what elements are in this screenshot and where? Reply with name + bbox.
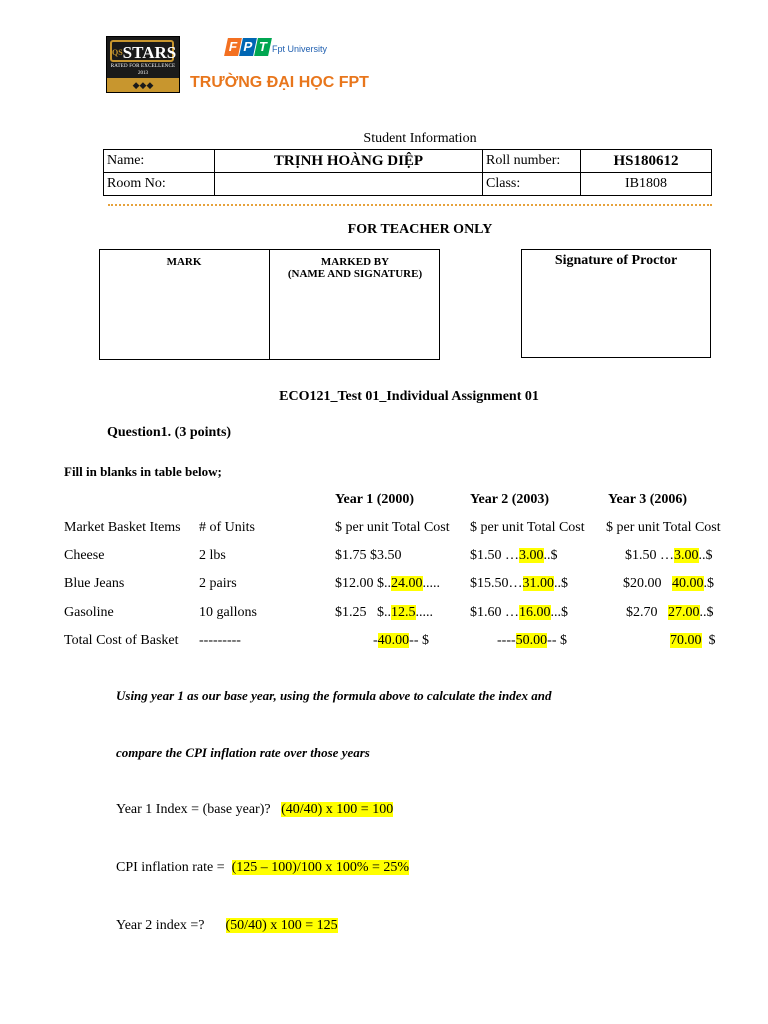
class-value: IB1808 xyxy=(581,173,712,196)
row-item: Gasoline xyxy=(64,605,114,620)
fpt-letter-f: F xyxy=(224,38,242,56)
total-y1 xyxy=(373,633,429,649)
row-y1 xyxy=(335,548,402,564)
fpt-letter-t: T xyxy=(254,38,272,56)
row-units: 2 pairs xyxy=(199,576,237,591)
answer-label: CPI inflation rate = xyxy=(116,860,232,875)
y3-pre: $20.00 xyxy=(623,576,672,591)
row-y1 xyxy=(335,576,440,592)
row-units: 10 gallons xyxy=(199,605,257,620)
school-name: TRƯỜNG ĐẠI HỌC FPT xyxy=(190,74,369,91)
y2-answer: 16.00 xyxy=(519,605,551,620)
row-item: Blue Jeans xyxy=(64,576,125,591)
total-y1-answer: 40.00 xyxy=(377,633,410,648)
row-y1 xyxy=(335,605,433,621)
y2-answer: 31.00 xyxy=(522,576,554,591)
room-value xyxy=(215,173,483,196)
stars-top-text: QS xyxy=(112,48,123,57)
fpt-logo xyxy=(226,38,328,56)
y1-pre: $12.00 $.. xyxy=(335,576,391,591)
marked-by-line2: (NAME AND SIGNATURE) xyxy=(287,268,423,280)
marked-by-line1: MARKED BY xyxy=(320,256,390,268)
total-units: --------- xyxy=(199,633,241,648)
y2-pre: $1.50 … xyxy=(470,548,519,563)
y1-post: ..... xyxy=(422,576,440,591)
y3-post: ..$ xyxy=(698,548,713,563)
stars-word: STARS xyxy=(122,43,177,62)
proctor-signature-label: Signature of Proctor xyxy=(554,253,678,268)
instruction: Fill in blanks in table below; xyxy=(64,464,222,479)
y1-pre: $1.25 $.. xyxy=(335,605,391,620)
name-value: TRỊNH HOÀNG DIỆP xyxy=(215,150,483,173)
answer-value: (125 – 100)/100 x 100% = 25% xyxy=(231,860,410,875)
answer-value: (50/40) x 100 = 125 xyxy=(225,918,338,933)
answer-year2-index xyxy=(116,918,338,934)
student-info-table xyxy=(103,149,712,196)
student-info-title: Student Information xyxy=(363,131,477,146)
class-label: Class: xyxy=(483,173,581,196)
row-y3 xyxy=(626,605,714,621)
col-cost-y3: $ per unit Total Cost xyxy=(606,520,721,535)
total-y3-post: $ xyxy=(701,633,716,648)
year1-header: Year 1 (2000) xyxy=(335,492,415,507)
y1-answer: 24.00 xyxy=(391,576,423,591)
y2-post: ..$ xyxy=(543,548,558,563)
y3-pre: $1.50 … xyxy=(625,548,674,563)
col-cost-y2: $ per unit Total Cost xyxy=(470,520,585,535)
stars-marks: ◆◆◆ xyxy=(107,78,179,92)
year2-header: Year 2 (2003) xyxy=(470,492,550,507)
y2-answer: 3.00 xyxy=(519,548,544,563)
question-title: Question1. (3 points) xyxy=(107,425,232,440)
qs-stars-logo xyxy=(106,36,180,93)
y2-pre: $15.50… xyxy=(470,576,523,591)
dotted-divider xyxy=(108,204,712,206)
assignment-title: ECO121_Test 01_Individual Assignment 01 xyxy=(279,389,539,404)
answer-year1-index xyxy=(116,802,393,818)
total-y2-post: -- $ xyxy=(547,633,567,648)
fpt-letter-p: P xyxy=(239,38,257,56)
row-y2 xyxy=(470,548,558,564)
answer-value: (40/40) x 100 = 100 xyxy=(281,802,394,817)
y3-post: .$ xyxy=(703,576,714,591)
total-y1-post: -- $ xyxy=(409,633,429,648)
row-units: 2 lbs xyxy=(199,548,226,563)
row-y2 xyxy=(470,576,568,592)
row-y3 xyxy=(623,576,714,592)
prompt-line1: Using year 1 as our base year, using the formula above to calculate the index and xyxy=(116,688,552,703)
total-y2 xyxy=(497,633,567,649)
row-y3 xyxy=(625,548,713,564)
y2-post: ..$ xyxy=(554,576,568,591)
total-y3 xyxy=(670,633,716,649)
col-item-header: Market Basket Items xyxy=(64,520,181,535)
year3-header: Year 3 (2006) xyxy=(608,492,688,507)
prompt-line2: compare the CPI inflation rate over those years xyxy=(116,745,370,760)
marked-by-label xyxy=(270,256,440,280)
y3-answer: 3.00 xyxy=(674,548,699,563)
total-y2-answer: 50.00 xyxy=(515,633,548,648)
y2-pre: $1.60 … xyxy=(470,605,519,620)
roll-label: Roll number: xyxy=(483,150,581,173)
name-label: Name: xyxy=(104,150,215,173)
stars-sub: RATED FOR EXCELLENCE xyxy=(110,64,176,69)
y2-post: ...$ xyxy=(550,605,568,620)
row-y2 xyxy=(470,605,568,621)
total-y3-answer: 70.00 xyxy=(670,633,702,648)
fpt-university-text: Fpt University xyxy=(272,44,328,54)
y1-post: ..... xyxy=(415,605,433,620)
y1-pre: $1.75 $3.50 xyxy=(335,548,402,563)
total-y2-pre: ---- xyxy=(497,633,516,648)
total-label: Total Cost of Basket xyxy=(64,633,179,648)
y1-answer: 12.5 xyxy=(391,605,416,620)
y3-answer: 40.00 xyxy=(672,576,704,591)
row-item: Cheese xyxy=(64,548,105,563)
col-cost-y1: $ per unit Total Cost xyxy=(335,520,450,535)
y3-post: ..$ xyxy=(699,605,714,620)
answer-label: Year 2 index =? xyxy=(116,918,226,933)
col-units-header: # of Units xyxy=(199,520,255,535)
y3-answer: 27.00 xyxy=(668,605,700,620)
roll-value: HS180612 xyxy=(581,150,712,173)
teacher-only-title: FOR TEACHER ONLY xyxy=(347,222,493,237)
answer-label: Year 1 Index = (base year)? xyxy=(116,802,282,817)
y3-pre: $2.70 xyxy=(626,605,668,620)
total-y1-pre: - xyxy=(373,633,378,648)
answer-cpi-inflation xyxy=(116,860,409,876)
stars-year: 2013 xyxy=(138,71,148,76)
mark-label: MARK xyxy=(166,256,202,268)
room-label: Room No: xyxy=(104,173,215,196)
